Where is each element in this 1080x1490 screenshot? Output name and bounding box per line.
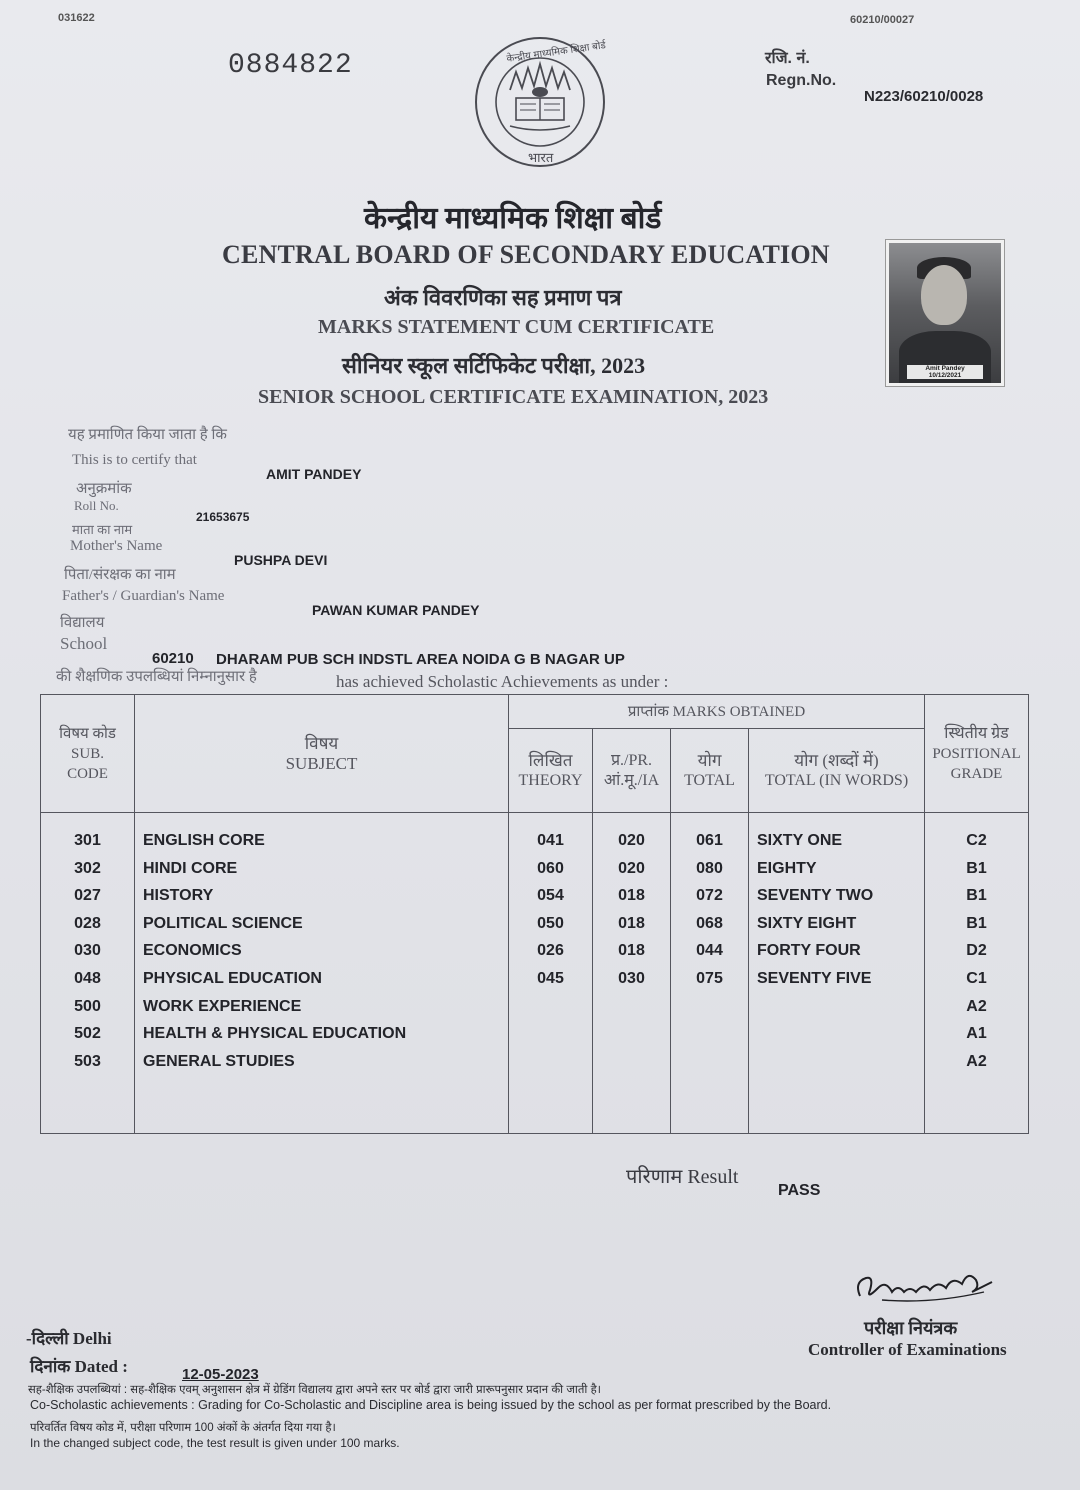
column-sub-code — [41, 813, 135, 1134]
cell-code: 030 — [74, 942, 101, 960]
school-label: School — [60, 634, 108, 653]
achieved-label-hindi: की शैक्षणिक उपलब्धियां निम्नानुसार है — [56, 669, 257, 685]
header-total: योग TOTAL — [671, 729, 749, 813]
header-subject: विषय SUBJECT — [135, 695, 509, 813]
cell-code: 301 — [74, 832, 101, 849]
cell-code: 502 — [74, 1025, 101, 1043]
corner-code-right: 60210/00027 — [850, 14, 915, 26]
result-value: PASS — [778, 1182, 821, 1199]
board-title: CENTRAL BOARD OF SECONDARY EDUCATION — [222, 240, 830, 269]
cell-subject: HEALTH & PHYSICAL EDUCATION — [143, 1025, 407, 1043]
column-subject — [135, 813, 509, 1134]
cell-grade: A2 — [966, 997, 987, 1015]
cbse-emblem — [470, 30, 610, 180]
footnote-co-scholastic-hindi: सह-शैक्षिक उपलब्धियां : सह-शैक्षिक एवम् अनुशासन क्षेत्र में ग्रेडिंग विद्यालय द्वारा अपने स्तर पर बोर्ड द्वारा जारी प्रारूपनुसार प्रदान की जाती है। — [28, 1384, 602, 1396]
father-label: Father's / Guardian's Name — [62, 588, 225, 604]
cell-words: SEVENTY TWO — [757, 887, 874, 905]
candidate-photo — [886, 240, 1004, 386]
cell-theory: 060 — [537, 859, 564, 877]
photo-caption-name: Amit Pandey — [925, 365, 965, 372]
regn-label: Regn.No. — [766, 72, 837, 89]
father-label-hindi: पिता/संरक्षक का नाम — [64, 567, 176, 583]
footnote-changed-code: In the changed subject code, the test result is given under 100 marks. — [30, 1436, 400, 1450]
column-total-in-words — [749, 813, 925, 1134]
cell-words: SEVENTY FIVE — [757, 969, 872, 987]
document-title: MARKS STATEMENT CUM CERTIFICATE — [318, 316, 715, 338]
cell-subject: ENGLISH CORE — [143, 832, 265, 849]
cell-practical: 018 — [618, 942, 645, 960]
cell-words: SIXTY ONE — [757, 832, 843, 849]
dated-label: दिनांक Dated : — [30, 1357, 128, 1376]
document-title-hindi: अंक विवरणिका सह प्रमाण पत्र — [384, 285, 622, 310]
column-practical — [593, 813, 671, 1134]
regn-label-hindi: रजि. नं. — [765, 50, 810, 67]
cell-subject: ECONOMICS — [143, 942, 242, 960]
cell-code: 028 — [74, 914, 101, 932]
cell-total: 068 — [696, 914, 723, 932]
result-label: परिणाम Result — [626, 1166, 739, 1188]
cell-code: 500 — [74, 997, 101, 1015]
marks-table — [40, 694, 1029, 1134]
board-title-hindi: केन्द्रीय माध्यमिक शिक्षा बोर्ड — [364, 202, 662, 235]
cell-subject: HINDI CORE — [143, 859, 238, 877]
cell-theory: 045 — [537, 969, 564, 987]
roll-label-hindi: अनुक्रमांक — [76, 481, 132, 497]
column-grade — [925, 813, 1029, 1134]
cell-subject: WORK EXPERIENCE — [143, 997, 302, 1015]
cell-theory: 050 — [537, 914, 564, 932]
corner-code-left: 031622 — [58, 12, 95, 24]
header-total-in-words: योग (शब्दों में) TOTAL (IN WORDS) — [749, 729, 925, 813]
cell-theory: 041 — [537, 832, 564, 849]
cell-grade: C1 — [966, 969, 987, 987]
cell-words: EIGHTY — [757, 859, 817, 877]
cell-practical: 020 — [618, 832, 645, 849]
cell-subject: PHYSICAL EDUCATION — [143, 969, 322, 987]
emblem-bharat-text: भारत — [528, 150, 554, 165]
achieved-label: has achieved Scholastic Achievements as under : — [336, 672, 669, 691]
cell-practical: 018 — [618, 914, 645, 932]
column-total — [671, 813, 749, 1134]
header-marks-obtained: प्राप्तांक MARKS OBTAINED — [509, 695, 925, 729]
father-name: PAWAN KUMAR PANDEY — [312, 602, 480, 618]
certify-label: This is to certify that — [72, 452, 197, 468]
candidate-name: AMIT PANDEY — [266, 466, 362, 482]
exam-title-hindi: सीनियर स्कूल सर्टिफिकेट परीक्षा, 2023 — [342, 353, 646, 378]
column-theory — [509, 813, 593, 1134]
cell-grade: A2 — [966, 1052, 987, 1070]
photo-caption-date: 10/12/2021 — [928, 372, 962, 379]
roll-label: Roll No. — [74, 498, 119, 513]
mother-name: PUSHPA DEVI — [234, 552, 328, 568]
controller-title-hindi: परीक्षा नियंत्रक — [864, 1318, 958, 1338]
certify-label-hindi: यह प्रमाणित किया जाता है कि — [68, 427, 227, 443]
dated-value: 12-05-2023 — [182, 1366, 259, 1383]
cell-practical: 020 — [618, 859, 645, 877]
exam-title: SENIOR SCHOOL CERTIFICATE EXAMINATION, 2023 — [258, 386, 769, 408]
cell-practical: 030 — [618, 969, 645, 987]
footnote-co-scholastic: Co-Scholastic achievements : Grading for Co-Scholastic and Discipline area is being issued by the school as per format prescribed by the Board. — [30, 1398, 832, 1412]
cell-theory: 026 — [537, 942, 564, 960]
cell-grade: B1 — [966, 887, 987, 905]
cell-grade: B1 — [966, 914, 987, 932]
controller-title: Controller of Examinations — [808, 1340, 1007, 1359]
cell-grade: C2 — [966, 832, 987, 849]
cell-practical: 018 — [618, 887, 645, 905]
cell-subject: GENERAL STUDIES — [143, 1052, 295, 1070]
cell-code: 503 — [74, 1052, 101, 1070]
cell-subject: POLITICAL SCIENCE — [143, 914, 303, 932]
cell-grade: B1 — [966, 859, 987, 877]
cell-words: SIXTY EIGHT — [757, 914, 857, 932]
cell-subject: HISTORY — [143, 887, 214, 905]
cell-grade: A1 — [966, 1025, 987, 1043]
roll-number: 21653675 — [196, 510, 250, 524]
cell-grade: D2 — [966, 942, 987, 960]
school-name: DHARAM PUB SCH INDSTL AREA NOIDA G B NAGAR UP — [216, 651, 625, 668]
cell-total: 075 — [696, 969, 723, 987]
mother-label: Mother's Name — [70, 538, 163, 554]
header-sub-code: विषय कोड SUB. CODE — [41, 695, 135, 813]
cell-code: 302 — [74, 859, 101, 877]
cell-theory: 054 — [537, 887, 564, 905]
header-positional-grade: स्थितीय ग्रेड POSITIONAL GRADE — [925, 695, 1029, 813]
regn-number: N223/60210/0028 — [864, 88, 984, 105]
header-theory: लिखित THEORY — [509, 729, 593, 813]
place-label: -दिल्ली Delhi — [26, 1329, 112, 1348]
cell-total: 080 — [696, 859, 723, 877]
cell-total: 044 — [696, 942, 723, 960]
school-label-hindi: विद्यालय — [60, 615, 105, 631]
cell-code: 048 — [74, 969, 101, 987]
school-code: 60210 — [152, 650, 194, 667]
header-practical: प्र./PR. आं.मू./IA — [593, 729, 671, 813]
cell-words: FORTY FOUR — [757, 942, 861, 960]
footnote-changed-code-hindi: परिवर्तित विषय कोड में, परीक्षा परिणाम 100 अंकों के अंतर्गत दिया गया है। — [30, 1422, 336, 1434]
mother-label-hindi: माता का नाम — [72, 522, 133, 537]
serial-number: 0884822 — [228, 50, 353, 81]
controller-signature — [852, 1262, 1002, 1312]
emblem-ring-text: केन्द्रीय माध्यमिक शिक्षा बोर्ड — [505, 40, 607, 65]
cell-total: 061 — [696, 832, 723, 849]
cell-code: 027 — [74, 887, 101, 905]
cell-total: 072 — [696, 887, 723, 905]
